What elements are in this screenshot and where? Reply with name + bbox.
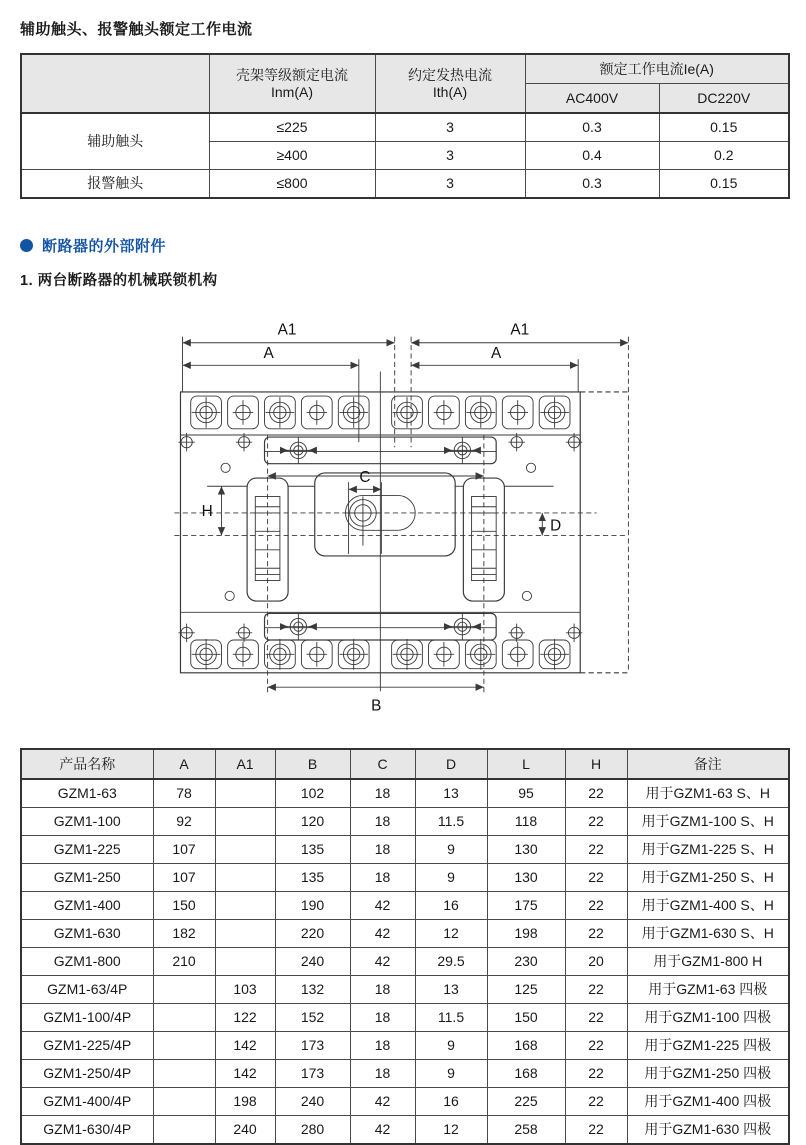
- table-row: [21, 808, 789, 836]
- header-line: Inm(A): [271, 83, 313, 100]
- table-cell: 22: [565, 1116, 627, 1145]
- table-cell: 210: [153, 948, 215, 976]
- table-cell: 22: [565, 808, 627, 836]
- table-cell: GZM1-630: [21, 920, 153, 948]
- table-cell: 0.2: [659, 142, 789, 170]
- table-cell: [153, 976, 215, 1004]
- table-row: [21, 1004, 789, 1032]
- dimension-lines: [183, 322, 629, 715]
- table-cell: 42: [350, 1116, 415, 1145]
- table-cell: 18: [350, 836, 415, 864]
- header-line: 壳架等级额定电流: [236, 67, 348, 84]
- table-cell: 142: [215, 1032, 275, 1060]
- table-cell: 168: [487, 1060, 565, 1088]
- table-cell: 0.3: [525, 170, 659, 199]
- table-row: [21, 1032, 789, 1060]
- table-cell: 0.4: [525, 142, 659, 170]
- table-cell: 280: [275, 1116, 350, 1145]
- table-cell: 22: [565, 976, 627, 1004]
- table-cell: GZM1-225/4P: [21, 1032, 153, 1060]
- contact-rating-table: [20, 53, 790, 199]
- table-cell: 135: [275, 864, 350, 892]
- table-cell: 42: [350, 948, 415, 976]
- table-cell: 0.3: [525, 113, 659, 142]
- table-cell: 135: [275, 836, 350, 864]
- table-cell: [215, 808, 275, 836]
- table-header-cell: H: [565, 749, 627, 779]
- table-row: [21, 1060, 789, 1088]
- table-cell: 用于GZM1-400 四极: [627, 1088, 789, 1116]
- table-header-cell: L: [487, 749, 565, 779]
- table-cell: 用于GZM1-63 S、H: [627, 779, 789, 808]
- table-cell: [153, 1060, 215, 1088]
- table-row: [21, 779, 789, 808]
- table-cell: 用于GZM1-225 S、H: [627, 836, 789, 864]
- table-header-cell: B: [275, 749, 350, 779]
- table-header-cell: 备注: [627, 749, 789, 779]
- table-cell: 0.15: [659, 170, 789, 199]
- table-cell: GZM1-800: [21, 948, 153, 976]
- table-cell: 102: [275, 779, 350, 808]
- table-header-cell: 产品名称: [21, 749, 153, 779]
- table-cell: 3: [375, 170, 525, 199]
- table-cell: 13: [415, 976, 487, 1004]
- table-header-corner: [21, 54, 209, 113]
- table-cell: [153, 1088, 215, 1116]
- table-cell: 11.5: [415, 808, 487, 836]
- table-cell: 42: [350, 892, 415, 920]
- table-cell: GZM1-100: [21, 808, 153, 836]
- table-cell: 辅助触头: [21, 113, 209, 170]
- table-cell: 用于GZM1-250 四极: [627, 1060, 789, 1088]
- table-cell: 18: [350, 1032, 415, 1060]
- dim-label-d: D: [550, 517, 562, 535]
- table-cell: 用于GZM1-630 四极: [627, 1116, 789, 1145]
- section-header: [20, 235, 788, 256]
- table-cell: 29.5: [415, 948, 487, 976]
- table-cell: 用于GZM1-400 S、H: [627, 892, 789, 920]
- mounting-holes: [221, 463, 536, 600]
- table-cell: 12: [415, 920, 487, 948]
- page-title: 辅助触头、报警触头额定工作电流: [20, 21, 253, 38]
- table-header-rated-group: 额定工作电流Ie(A): [525, 54, 789, 84]
- dim-label-a1-left: A1: [277, 321, 297, 339]
- table-row: [21, 1088, 789, 1116]
- table-cell: 225: [487, 1088, 565, 1116]
- table-row: [21, 113, 789, 142]
- table-cell: 107: [153, 836, 215, 864]
- table-header-frame-current: [209, 54, 375, 113]
- table-cell: GZM1-630/4P: [21, 1116, 153, 1145]
- table-cell: 240: [275, 948, 350, 976]
- table-cell: 22: [565, 1088, 627, 1116]
- table-cell: 142: [215, 1060, 275, 1088]
- table-cell: 92: [153, 808, 215, 836]
- header-line: 约定发热电流: [408, 67, 492, 84]
- table-cell: GZM1-63/4P: [21, 976, 153, 1004]
- mechanical-interlock-diagram: [166, 312, 648, 722]
- table-cell: 18: [350, 864, 415, 892]
- table-cell: 107: [153, 864, 215, 892]
- table-cell: 220: [275, 920, 350, 948]
- section-bullet-icon: [20, 239, 33, 252]
- table-cell: 9: [415, 1032, 487, 1060]
- table-row: [21, 892, 789, 920]
- table-cell: 9: [415, 1060, 487, 1088]
- table-cell: 用于GZM1-225 四极: [627, 1032, 789, 1060]
- table-cell: 122: [215, 1004, 275, 1032]
- table-cell: 175: [487, 892, 565, 920]
- table-header-dc: DC220V: [659, 84, 789, 114]
- dimension-table: [20, 748, 790, 1145]
- table-cell: 16: [415, 892, 487, 920]
- table-cell: 用于GZM1-630 S、H: [627, 920, 789, 948]
- diagram-container: [166, 312, 650, 722]
- table-cell: GZM1-400/4P: [21, 1088, 153, 1116]
- header-line: Ith(A): [432, 83, 468, 100]
- table-cell: [215, 948, 275, 976]
- table-cell: 42: [350, 1088, 415, 1116]
- table-header-thermal-current: [375, 54, 525, 113]
- table-cell: 168: [487, 1032, 565, 1060]
- table-cell: 3: [375, 142, 525, 170]
- dimension-table-head: [21, 749, 789, 779]
- table-cell: 9: [415, 864, 487, 892]
- table-cell: [215, 779, 275, 808]
- table-cell: 13: [415, 779, 487, 808]
- table-cell: 173: [275, 1060, 350, 1088]
- table-cell: [215, 920, 275, 948]
- table-cell: GZM1-400: [21, 892, 153, 920]
- table-cell: 42: [350, 920, 415, 948]
- table-cell: ≥400: [209, 142, 375, 170]
- table-cell: GZM1-250: [21, 864, 153, 892]
- table-cell: 18: [350, 976, 415, 1004]
- table-cell: 240: [215, 1116, 275, 1145]
- table-header-cell: A: [153, 749, 215, 779]
- table-cell: 95: [487, 779, 565, 808]
- table-cell: 258: [487, 1116, 565, 1145]
- dim-label-a-right: A: [491, 345, 502, 363]
- table-cell: 22: [565, 836, 627, 864]
- table-cell: 103: [215, 976, 275, 1004]
- table-cell: 16: [415, 1088, 487, 1116]
- table-cell: [215, 892, 275, 920]
- contact-table-head: [21, 54, 789, 113]
- table-cell: 用于GZM1-63 四极: [627, 976, 789, 1004]
- table-cell: 用于GZM1-100 S、H: [627, 808, 789, 836]
- table-row: [21, 749, 789, 779]
- table-cell: [215, 864, 275, 892]
- table-cell: 20: [565, 948, 627, 976]
- table-cell: 22: [565, 779, 627, 808]
- table-cell: [153, 1032, 215, 1060]
- table-cell: 11.5: [415, 1004, 487, 1032]
- table-header-cell: A1: [215, 749, 275, 779]
- table-cell: 130: [487, 836, 565, 864]
- contact-table-body: [21, 113, 789, 198]
- table-cell: ≤800: [209, 170, 375, 199]
- table-cell: 130: [487, 864, 565, 892]
- table-cell: GZM1-250/4P: [21, 1060, 153, 1088]
- table-cell: 125: [487, 976, 565, 1004]
- table-header-cell: C: [350, 749, 415, 779]
- table-cell: 240: [275, 1088, 350, 1116]
- table-cell: 18: [350, 1004, 415, 1032]
- dim-label-b: B: [371, 697, 382, 715]
- table-cell: 78: [153, 779, 215, 808]
- table-cell: 182: [153, 920, 215, 948]
- table-cell: 18: [350, 779, 415, 808]
- dim-label-c: C: [359, 469, 371, 487]
- table-row: [21, 976, 789, 1004]
- table-cell: 190: [275, 892, 350, 920]
- table-cell: 150: [487, 1004, 565, 1032]
- table-cell: [215, 836, 275, 864]
- table-cell: 22: [565, 1004, 627, 1032]
- table-cell: 用于GZM1-800 H: [627, 948, 789, 976]
- table-header-cell: D: [415, 749, 487, 779]
- dim-label-h: H: [201, 502, 213, 520]
- table-cell: 9: [415, 836, 487, 864]
- table-cell: 用于GZM1-250 S、H: [627, 864, 789, 892]
- table-cell: 150: [153, 892, 215, 920]
- table-cell: 120: [275, 808, 350, 836]
- table-cell: 22: [565, 1032, 627, 1060]
- table-cell: GZM1-63: [21, 779, 153, 808]
- table-cell: 132: [275, 976, 350, 1004]
- table-cell: 230: [487, 948, 565, 976]
- table-row: [21, 54, 789, 84]
- table-cell: 118: [487, 808, 565, 836]
- table-cell: 22: [565, 864, 627, 892]
- table-cell: 198: [487, 920, 565, 948]
- dim-label-a1-right: A1: [510, 321, 530, 339]
- table-cell: ≤225: [209, 113, 375, 142]
- table-cell: 198: [215, 1088, 275, 1116]
- table-cell: 报警触头: [21, 170, 209, 199]
- table-cell: 22: [565, 892, 627, 920]
- table-cell: [153, 1004, 215, 1032]
- dimension-table-body: [21, 779, 789, 1144]
- table-cell: 152: [275, 1004, 350, 1032]
- table-cell: 18: [350, 1060, 415, 1088]
- table-row: [21, 948, 789, 976]
- table-cell: 22: [565, 1060, 627, 1088]
- interlock-cover: [315, 473, 455, 556]
- table-cell: 18: [350, 808, 415, 836]
- table-cell: 173: [275, 1032, 350, 1060]
- table-cell: GZM1-100/4P: [21, 1004, 153, 1032]
- table-cell: 用于GZM1-100 四极: [627, 1004, 789, 1032]
- subsection-title: 1. 两台断路器的机械联锁机构: [20, 273, 218, 289]
- table-cell: 0.15: [659, 113, 789, 142]
- section-title: 断路器的外部附件: [42, 238, 167, 255]
- table-cell: 3: [375, 113, 525, 142]
- table-row: [21, 920, 789, 948]
- table-row: [21, 170, 789, 199]
- table-cell: GZM1-225: [21, 836, 153, 864]
- table-row: [21, 836, 789, 864]
- table-header-ac: AC400V: [525, 84, 659, 114]
- table-cell: 22: [565, 920, 627, 948]
- dim-label-a-left: A: [263, 345, 274, 363]
- table-cell: 12: [415, 1116, 487, 1145]
- table-row: [21, 864, 789, 892]
